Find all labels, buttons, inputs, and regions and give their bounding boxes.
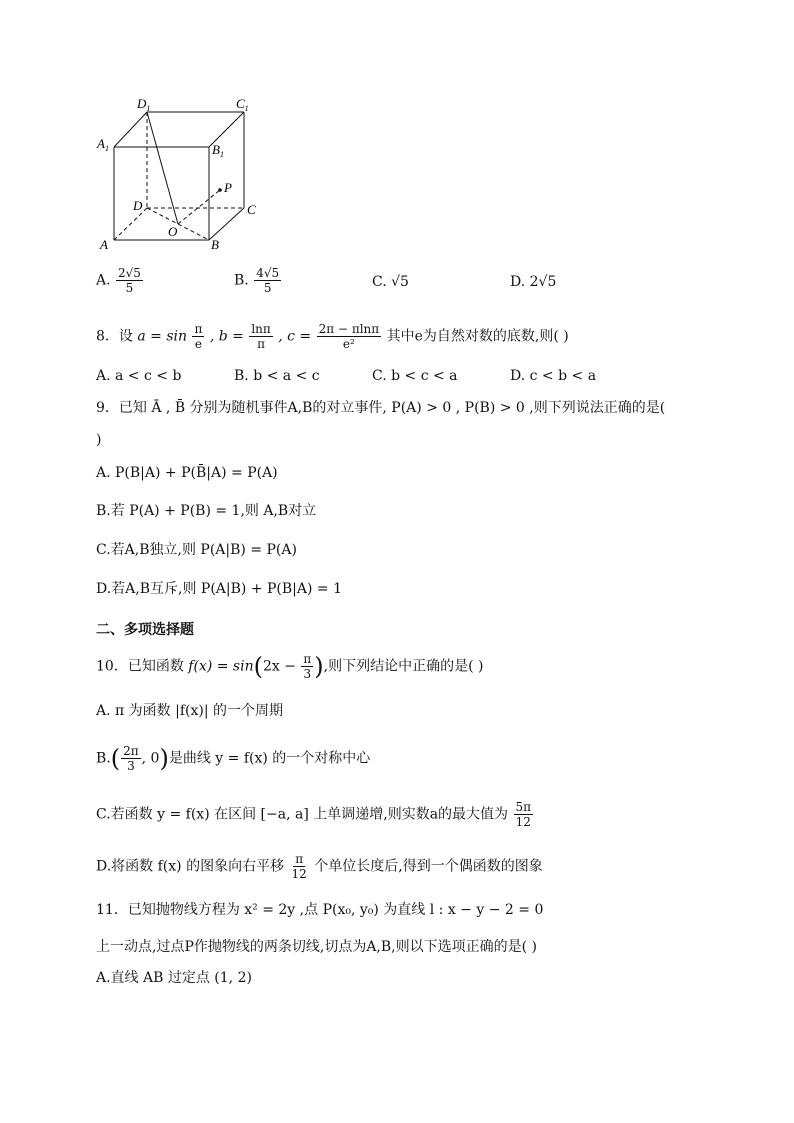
- q8-b-num: lnπ: [251, 322, 271, 336]
- q7-option-a-den: 5: [125, 281, 134, 295]
- q10-option-c-num: 5π: [515, 800, 532, 814]
- q7-option-a-num: 2√5: [118, 266, 141, 280]
- q11-stem-line1: 11．已知抛物线方程为 x² = 2y ,点 P(x₀, y₀) 为直线 l : x − y − 2 = 0: [96, 902, 544, 918]
- q7-option-b-fraction: [254, 266, 281, 295]
- q10-option-b-fraction: [121, 744, 141, 773]
- label-C1: $C_1$: [236, 96, 249, 113]
- q7-option-d[interactable]: [510, 274, 556, 290]
- q8-a-fraction: [192, 322, 204, 351]
- q8-option-b[interactable]: B. b < a < c: [234, 368, 320, 384]
- q8-b-fraction: [249, 322, 272, 351]
- q10-suffix: ,则下列结论中正确的是( ): [323, 658, 484, 675]
- label-D: D: [133, 198, 143, 213]
- q10-option-b[interactable]: [96, 744, 370, 773]
- q10-option-d[interactable]: [96, 852, 543, 881]
- q8-stem: [96, 322, 569, 351]
- q8-c-fraction: [317, 322, 382, 351]
- q10-option-d-text1: D.将函数 f(x) 的图象向右平移: [96, 858, 285, 875]
- q8-b-den: π: [257, 337, 265, 351]
- segment-O-P: [178, 190, 220, 224]
- q10-stem: [96, 652, 484, 681]
- q11-option-a[interactable]: A.直线 AB 过定点 (1, 2): [96, 970, 252, 986]
- q10-paren-open: (: [253, 652, 263, 681]
- point-P: [218, 188, 222, 192]
- q10-option-a[interactable]: A. π 为函数 |f(x)| 的一个周期: [96, 703, 283, 719]
- q7-option-c-value: √5: [391, 274, 409, 290]
- label-O: O: [168, 224, 178, 239]
- cube-figure: [92, 90, 282, 255]
- q7-option-c[interactable]: [372, 274, 409, 290]
- edge-B-C: [209, 208, 244, 240]
- q10-option-b-suffix: 是曲线 y = f(x) 的一个对称中心: [168, 750, 371, 767]
- q10-inner-pre: 2x −: [262, 658, 296, 675]
- q7-option-b-num: 4√5: [256, 266, 280, 280]
- q8-b-expr: , b =: [209, 328, 244, 345]
- q10-inner-fraction: [301, 652, 313, 681]
- label-B1: $B_1$: [212, 142, 224, 159]
- q10-option-b-prefix: B.: [96, 750, 111, 767]
- q8-option-d[interactable]: D. c < b < a: [510, 368, 597, 384]
- q10-option-c-text: C.若函数 y = f(x) 在区间 [−a, a] 上单调递增,则实数a的最大值为: [96, 806, 509, 823]
- q10-option-d-fraction: [290, 852, 309, 881]
- q10-paren-close: ): [314, 652, 324, 681]
- q8-option-a[interactable]: A. a < c < b: [96, 368, 182, 384]
- q7-option-d-prefix: D.: [510, 274, 526, 290]
- q9-option-d[interactable]: D.若A,B互斥,则 P(A|B) + P(B|A) = 1: [96, 581, 343, 597]
- q8-a-den: e: [194, 337, 202, 351]
- q10-option-b-num: 2π: [123, 744, 139, 758]
- q7-option-b-den: 5: [263, 281, 272, 295]
- q10-option-c-den: 12: [515, 815, 531, 829]
- q10-inner-den: 3: [303, 667, 312, 681]
- q10-option-c-fraction: [514, 800, 534, 829]
- q10-func: f(x) = sin: [188, 658, 254, 675]
- q7-option-a[interactable]: [96, 266, 144, 295]
- q10-option-b-paren-open: (: [110, 744, 121, 773]
- q9-option-c[interactable]: C.若A,B独立,则 P(A|B) = P(A): [96, 542, 297, 558]
- q8-option-c[interactable]: C. b < c < a: [372, 368, 458, 384]
- q9-option-b[interactable]: B.若 P(A) + P(B) = 1,则 A,B对立: [96, 503, 317, 519]
- q8-prefix: 8．设: [96, 328, 133, 345]
- label-C: C: [247, 202, 256, 217]
- q11-stem-line2: 上一动点,过点P作抛物线的两条切线,切点为A,B,则以下选项正确的是( ): [96, 939, 537, 955]
- q7-option-d-value: 2√5: [529, 274, 557, 290]
- q8-c-num: 2π − πlnπ: [318, 322, 380, 336]
- label-B: B: [211, 237, 219, 252]
- q10-option-d-den: 12: [291, 867, 307, 881]
- q10-option-d-text2: 个单位长度后,得到一个偶函数的图象: [314, 858, 543, 875]
- q8-suffix: 其中e为自然对数的底数,则( ): [386, 328, 569, 345]
- edge-A1-D1: [114, 112, 147, 147]
- segment-D1-O: [147, 112, 178, 224]
- q10-option-b-den: 3: [127, 759, 135, 773]
- q7-option-b-prefix: B.: [234, 272, 249, 289]
- q10-prefix: 10．已知函数: [96, 658, 184, 675]
- section-title-multiple-choice: 二、多项选择题: [96, 622, 194, 638]
- label-D1: $D_1$: [137, 96, 151, 113]
- q8-c-den: e²: [342, 337, 355, 351]
- q7-option-a-fraction: [116, 266, 143, 295]
- label-P: P: [224, 180, 232, 195]
- label-A: A: [100, 237, 108, 252]
- q7-option-c-prefix: C.: [372, 274, 387, 290]
- q7-option-b[interactable]: [234, 266, 282, 295]
- q10-inner-num: π: [303, 652, 312, 666]
- q9-option-a[interactable]: A. P(B|A) + P(B̄|A) = P(A): [96, 465, 278, 481]
- q8-a-expr: a = sin: [137, 328, 188, 345]
- q10-option-c[interactable]: [96, 800, 534, 829]
- q10-option-b-paren-close: ): [159, 744, 169, 773]
- q8-a-num: π: [194, 322, 203, 336]
- q10-option-d-num: π: [295, 852, 304, 866]
- q9-stem-line2: ): [96, 432, 102, 448]
- q10-option-b-rest: , 0: [141, 750, 160, 767]
- q7-option-a-prefix: A.: [96, 272, 111, 289]
- q9-stem-line1: 9．已知 Ā , B̄ 分别为随机事件A,B的对立事件, P(A) > 0 , P(B) > 0 ,则下列说法正确的是(: [96, 400, 666, 416]
- label-A1: $A_1$: [97, 136, 109, 153]
- q8-c-expr: , c =: [278, 328, 312, 345]
